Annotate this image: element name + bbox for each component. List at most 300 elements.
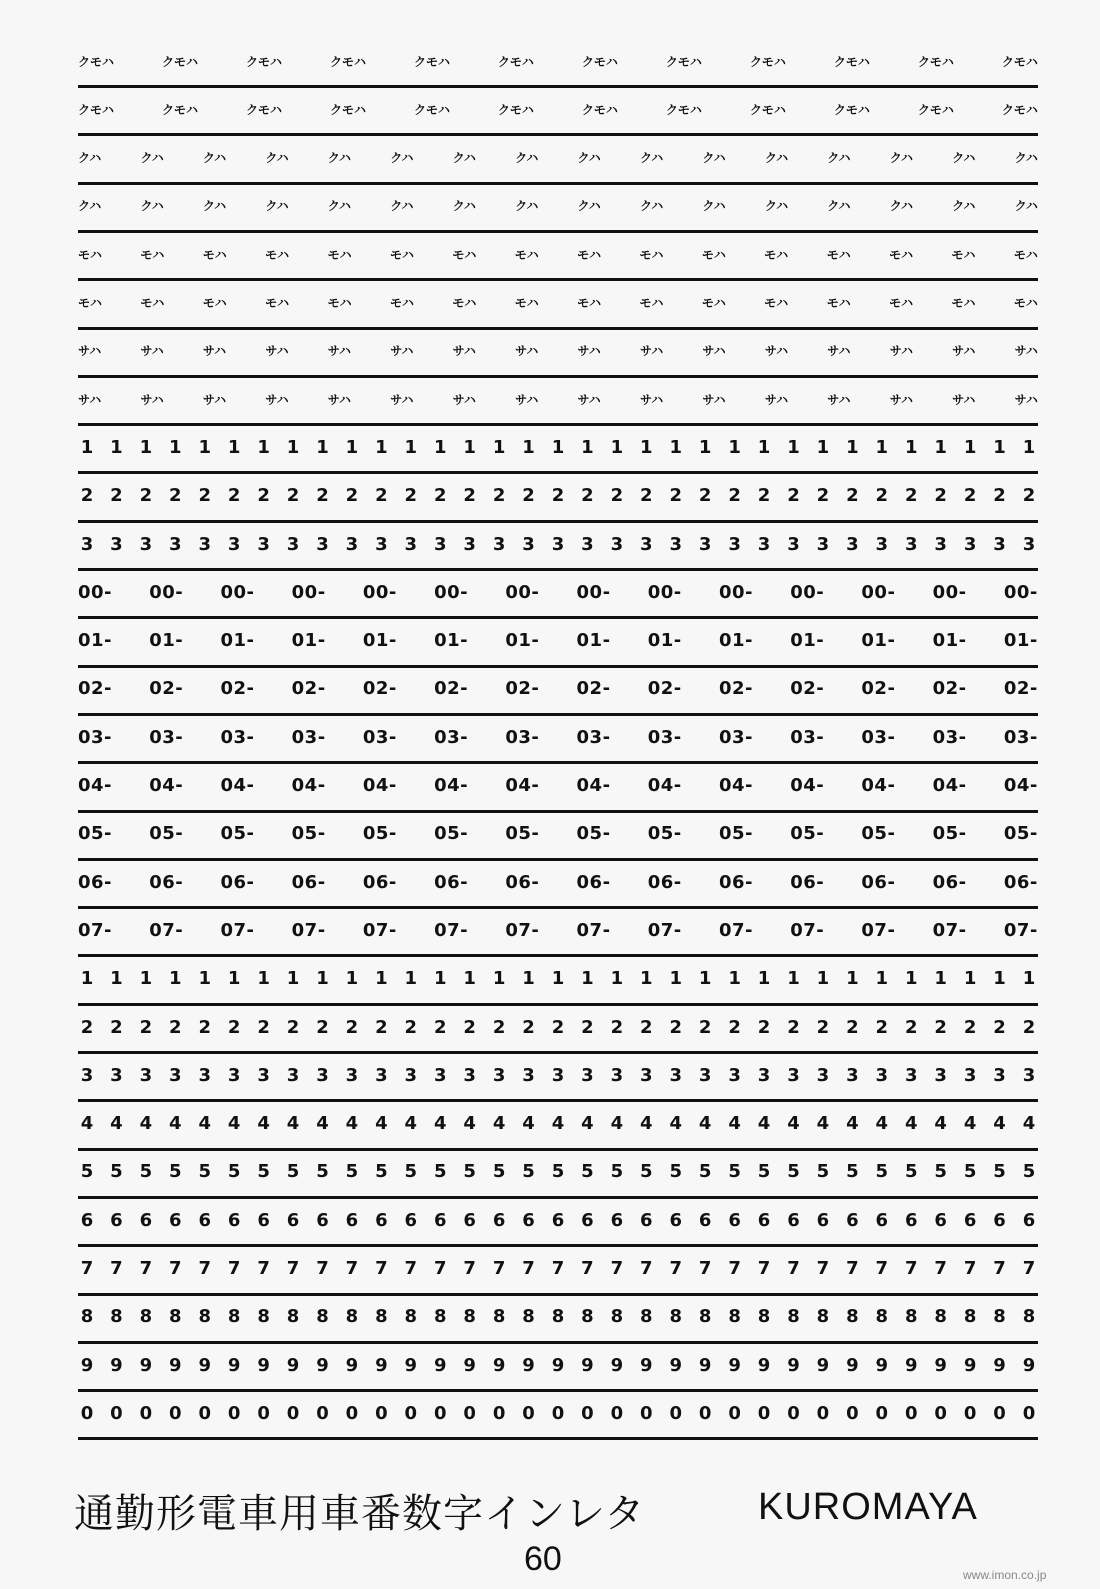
decal-glyph: 0 <box>816 1402 830 1424</box>
decal-glyph: 1 <box>669 436 683 458</box>
decal-glyph: 2 <box>80 485 94 507</box>
watermark: www.imon.co.jp <box>963 1568 1047 1582</box>
decal-glyph: 9 <box>963 1354 977 1376</box>
decal-glyph: 3 <box>787 1064 800 1086</box>
decal-glyph: クハ <box>764 151 789 166</box>
decal-glyph: 6 <box>492 1209 506 1231</box>
decal-glyph: 9 <box>816 1354 830 1376</box>
decal-glyph: 2 <box>669 1016 683 1038</box>
decal-glyph: 8 <box>227 1306 241 1328</box>
decal-glyph: 2 <box>963 485 977 507</box>
decal-glyph: 1 <box>610 436 624 458</box>
decal-glyph: 3 <box>816 1064 830 1086</box>
decal-glyph: サハ <box>327 392 352 407</box>
decal-glyph: 07- <box>932 919 967 941</box>
decal-glyph: モハ <box>78 296 103 310</box>
decal-glyph: 5 <box>169 1161 182 1183</box>
decal-glyph: 1 <box>993 968 1006 990</box>
decal-glyph: クモハ <box>581 54 618 69</box>
decal-row <box>78 958 1038 1006</box>
decal-glyph: 6 <box>139 1209 153 1231</box>
decal-glyph: 1 <box>257 968 270 990</box>
decal-glyph: 0 <box>286 1402 300 1424</box>
decal-glyph: 01- <box>1003 630 1038 652</box>
decal-glyph: 05- <box>505 823 540 845</box>
decal-glyph: 04- <box>1003 775 1038 796</box>
decal-glyph: 04- <box>291 775 326 796</box>
decal-glyph: 8 <box>345 1306 359 1328</box>
decal-glyph: 2 <box>492 485 506 507</box>
decal-glyph: 2 <box>581 1016 594 1038</box>
decal-glyph: 00- <box>291 581 326 603</box>
decal-glyph: モハ <box>701 247 726 262</box>
decal-glyph: 06- <box>790 871 825 893</box>
decal-glyph: 5 <box>404 1161 418 1183</box>
decal-glyph: クモハ <box>161 102 198 117</box>
decal-glyph: 7 <box>80 1258 94 1279</box>
decal-glyph: 2 <box>581 485 594 507</box>
decal-glyph: 7 <box>257 1258 270 1279</box>
decal-glyph: 02- <box>362 678 397 700</box>
decal-glyph: 3 <box>139 533 153 555</box>
decal-glyph: クハ <box>952 199 976 214</box>
decal-glyph: 07- <box>647 919 682 941</box>
decal-glyph: 4 <box>757 1113 771 1135</box>
decal-glyph: 00- <box>576 581 611 603</box>
decal-glyph: 8 <box>433 1306 447 1328</box>
decal-glyph: 07- <box>790 919 825 941</box>
decal-glyph: 04- <box>362 775 397 796</box>
decal-glyph: 4 <box>522 1113 535 1135</box>
decal-glyph: クモハ <box>413 102 450 117</box>
decal-glyph: 2 <box>728 1016 741 1038</box>
decal-glyph: 01- <box>434 630 469 652</box>
decal-glyph: 5 <box>640 1161 653 1183</box>
decal-glyph: サハ <box>140 392 164 407</box>
decal-glyph: 02- <box>576 678 611 700</box>
decal-glyph: 4 <box>375 1113 388 1135</box>
decal-glyph: 1 <box>139 436 153 458</box>
decal-glyph: 3 <box>522 1064 535 1086</box>
decal-glyph: 3 <box>169 533 182 555</box>
decal-glyph: 1 <box>492 968 506 990</box>
decal-glyph: 1 <box>993 436 1006 458</box>
decal-glyph: 06- <box>576 871 611 893</box>
decal-glyph: 6 <box>669 1209 683 1231</box>
decal-glyph: 8 <box>581 1306 594 1328</box>
decal-glyph: 9 <box>875 1354 889 1376</box>
decal-glyph: 0 <box>698 1402 712 1424</box>
decal-glyph: 5 <box>993 1161 1006 1183</box>
decal-glyph: 1 <box>963 968 977 990</box>
decal-glyph: 05- <box>291 823 326 845</box>
decal-glyph: 5 <box>80 1161 94 1183</box>
decal-glyph: 3 <box>463 533 476 555</box>
decal-glyph: クモハ <box>749 102 786 117</box>
decal-row <box>78 861 1038 909</box>
decal-glyph: 2 <box>787 485 800 507</box>
decal-glyph: 01- <box>149 630 184 652</box>
decal-glyph: 07- <box>149 919 184 941</box>
decal-glyph: 3 <box>610 533 624 555</box>
decal-glyph: 3 <box>904 533 918 555</box>
decal-glyph: 1 <box>1022 436 1036 458</box>
decal-row <box>78 1103 1038 1151</box>
decal-glyph: クモハ <box>665 54 702 69</box>
decal-glyph: 0 <box>316 1402 329 1424</box>
decal-glyph: 02- <box>790 678 825 700</box>
decal-glyph: 8 <box>375 1306 388 1328</box>
decal-glyph: クハ <box>639 199 664 214</box>
decal-glyph: 0 <box>198 1402 212 1424</box>
decal-glyph: 2 <box>198 485 212 507</box>
decal-glyph: 01- <box>362 630 397 652</box>
decal-glyph: 4 <box>433 1113 447 1135</box>
decal-glyph: 9 <box>610 1354 624 1376</box>
decal-glyph: クハ <box>327 199 352 214</box>
decal-glyph: 2 <box>375 1016 388 1038</box>
decal-glyph: 9 <box>1022 1354 1036 1376</box>
decal-glyph: 1 <box>698 968 712 990</box>
decal-glyph: 1 <box>934 436 947 458</box>
decal-glyph: 03- <box>647 726 682 748</box>
decal-glyph: 8 <box>728 1306 741 1328</box>
decal-glyph: 00- <box>434 581 469 603</box>
decal-glyph: 7 <box>963 1258 977 1279</box>
decal-glyph: 4 <box>846 1113 859 1135</box>
decal-glyph: 3 <box>934 1064 947 1086</box>
decal-glyph: クハ <box>639 151 664 166</box>
decal-glyph: 1 <box>728 968 741 990</box>
decal-glyph: 4 <box>80 1113 94 1135</box>
decal-glyph: 0 <box>610 1402 624 1424</box>
decal-glyph: クモハ <box>245 54 282 69</box>
decal-glyph: モハ <box>202 247 227 262</box>
decal-glyph: クハ <box>140 199 164 214</box>
decal-glyph: クハ <box>1014 151 1038 166</box>
decal-glyph: 03- <box>505 726 540 748</box>
decal-glyph: 7 <box>110 1258 123 1279</box>
decal-glyph: 0 <box>345 1402 359 1424</box>
decal-glyph: クハ <box>452 151 476 166</box>
decal-glyph: 5 <box>110 1161 123 1183</box>
decal-glyph: 4 <box>875 1113 889 1135</box>
decal-glyph: 3 <box>1022 1064 1036 1086</box>
decal-glyph: 1 <box>904 968 918 990</box>
decal-glyph: 3 <box>610 1064 624 1086</box>
decal-glyph: 7 <box>316 1258 329 1279</box>
decal-glyph: クモハ <box>413 54 450 69</box>
decal-glyph: 2 <box>904 485 918 507</box>
decal-glyph: 4 <box>463 1113 476 1135</box>
decal-glyph: 3 <box>492 1064 506 1086</box>
decal-glyph: 1 <box>669 968 683 990</box>
decal-glyph: 7 <box>934 1258 947 1279</box>
decal-glyph: 5 <box>375 1161 388 1183</box>
decal-glyph: 6 <box>610 1209 624 1231</box>
decal-glyph: 2 <box>757 485 771 507</box>
decal-glyph: クモハ <box>78 54 115 69</box>
decal-glyph: 3 <box>375 1064 388 1086</box>
decal-glyph: クハ <box>202 199 227 214</box>
decal-glyph: 6 <box>286 1209 300 1231</box>
decal-glyph: 6 <box>345 1209 359 1231</box>
decal-glyph: 7 <box>757 1258 771 1279</box>
decal-glyph: 04- <box>78 775 113 796</box>
decal-glyph: クハ <box>265 199 289 214</box>
decal-glyph: 0 <box>846 1402 859 1424</box>
decal-glyph: 8 <box>816 1306 830 1328</box>
decal-glyph: 7 <box>404 1258 418 1279</box>
decal-glyph: 8 <box>551 1306 565 1328</box>
decal-glyph: 1 <box>875 436 889 458</box>
decal-glyph: クハ <box>827 199 851 214</box>
decal-glyph: 7 <box>522 1258 535 1279</box>
decal-glyph: 2 <box>816 485 830 507</box>
decal-glyph: 6 <box>522 1209 535 1231</box>
decal-glyph: 7 <box>433 1258 447 1279</box>
decal-glyph: 6 <box>728 1209 741 1231</box>
decal-glyph: 3 <box>80 533 94 555</box>
decal-glyph: 3 <box>757 1064 771 1086</box>
decal-glyph: 4 <box>904 1113 918 1135</box>
decal-glyph: 3 <box>551 1064 565 1086</box>
decal-glyph: 04- <box>220 775 255 796</box>
decal-glyph: 9 <box>227 1354 241 1376</box>
decal-glyph: 1 <box>80 436 94 458</box>
decal-glyph: 06- <box>362 871 397 893</box>
decal-glyph: 3 <box>375 533 388 555</box>
decal-glyph: 3 <box>198 1064 212 1086</box>
decal-glyph: クハ <box>889 151 913 166</box>
decal-glyph: 4 <box>286 1113 300 1135</box>
decal-glyph: 5 <box>522 1161 535 1183</box>
decal-glyph: 8 <box>904 1306 918 1328</box>
decal-glyph: 6 <box>169 1209 182 1231</box>
decal-glyph: 1 <box>640 968 653 990</box>
decal-glyph: 6 <box>198 1209 212 1231</box>
decal-glyph: 05- <box>220 823 255 845</box>
decal-glyph: 4 <box>404 1113 418 1135</box>
decal-glyph: 9 <box>257 1354 270 1376</box>
decal-glyph: 1 <box>492 436 506 458</box>
decal-glyph: サハ <box>327 344 352 359</box>
decal-glyph: 8 <box>257 1306 270 1328</box>
decal-glyph: 6 <box>993 1209 1006 1231</box>
decal-glyph: 04- <box>149 775 184 796</box>
decal-glyph: 04- <box>861 775 896 796</box>
decal-glyph: 9 <box>139 1354 153 1376</box>
decal-glyph: 5 <box>698 1161 712 1183</box>
decal-glyph: サハ <box>952 392 976 407</box>
sheet-title: 通勤形電車用車番数字インレタ <box>74 1491 646 1537</box>
decal-glyph: 5 <box>1022 1161 1036 1183</box>
decal-glyph: 0 <box>227 1402 241 1424</box>
brand-name: KUROMAYA <box>758 1486 978 1528</box>
decal-glyph: 03- <box>220 726 255 748</box>
decal-glyph: モハ <box>140 247 165 262</box>
decal-glyph: 5 <box>728 1161 741 1183</box>
decal-glyph: モハ <box>701 296 726 310</box>
decal-glyph: 2 <box>345 1016 359 1038</box>
decal-glyph: 3 <box>728 533 741 555</box>
decal-glyph: 1 <box>286 968 300 990</box>
decal-glyph: 9 <box>904 1354 918 1376</box>
decal-glyph: 02- <box>220 678 255 700</box>
decal-row <box>78 765 1038 813</box>
decal-glyph: 7 <box>169 1258 182 1279</box>
decal-glyph: 06- <box>861 871 896 893</box>
decal-glyph: 9 <box>404 1354 418 1376</box>
decal-glyph: 2 <box>463 485 476 507</box>
decal-row <box>78 1344 1038 1392</box>
decal-glyph: 07- <box>434 919 469 941</box>
decal-glyph: 1 <box>581 968 594 990</box>
decal-glyph: 1 <box>1022 968 1036 990</box>
decal-glyph: 1 <box>198 968 212 990</box>
decal-glyph: 8 <box>198 1306 212 1328</box>
decal-glyph: 2 <box>110 485 123 507</box>
decal-glyph: 07- <box>362 919 397 941</box>
decal-row <box>78 137 1038 185</box>
decal-glyph: 1 <box>728 436 741 458</box>
decal-glyph: 8 <box>492 1306 506 1328</box>
decal-glyph: 6 <box>698 1209 712 1231</box>
decal-glyph: 6 <box>816 1209 830 1231</box>
decal-glyph: 06- <box>647 871 682 893</box>
decal-glyph: 1 <box>522 968 535 990</box>
decal-glyph: 03- <box>362 726 397 748</box>
decal-glyph: 5 <box>934 1161 947 1183</box>
decal-glyph: 06- <box>932 871 967 893</box>
decal-glyph: 0 <box>993 1402 1006 1424</box>
decal-glyph: 4 <box>787 1113 800 1135</box>
decal-glyph: 05- <box>861 823 896 845</box>
decal-glyph: 7 <box>345 1258 359 1279</box>
decal-glyph: 0 <box>1022 1402 1036 1424</box>
decal-glyph: 4 <box>110 1113 123 1135</box>
decal-glyph: 02- <box>647 678 682 700</box>
decal-row <box>78 282 1038 330</box>
decal-glyph: 8 <box>669 1306 683 1328</box>
decal-glyph: 2 <box>198 1016 212 1038</box>
decal-row <box>78 1296 1038 1344</box>
decal-glyph: 0 <box>728 1402 741 1424</box>
decal-glyph: 2 <box>433 1016 447 1038</box>
decal-glyph: 8 <box>698 1306 712 1328</box>
decal-glyph: 3 <box>581 1064 594 1086</box>
decal-glyph: 2 <box>846 1016 859 1038</box>
decal-glyph: 2 <box>728 485 741 507</box>
decal-glyph: 2 <box>934 1016 947 1038</box>
decal-glyph: サハ <box>889 344 913 359</box>
decal-glyph: 9 <box>316 1354 329 1376</box>
decal-glyph: 6 <box>934 1209 947 1231</box>
decal-glyph: モハ <box>327 247 352 262</box>
decal-glyph: サハ <box>202 344 227 359</box>
decal-glyph: 4 <box>316 1113 329 1135</box>
decal-glyph: 7 <box>904 1258 918 1279</box>
decal-glyph: 1 <box>433 968 447 990</box>
decal-glyph: 8 <box>1022 1306 1036 1328</box>
decal-glyph: 1 <box>139 968 153 990</box>
decal-row <box>78 426 1038 474</box>
decal-glyph: 1 <box>963 436 977 458</box>
decal-glyph: 1 <box>286 436 300 458</box>
decal-glyph: 2 <box>875 485 889 507</box>
decal-glyph: 2 <box>698 1016 712 1038</box>
decal-row <box>78 40 1038 88</box>
decal-glyph: クモハ <box>917 102 954 117</box>
decal-glyph: 5 <box>904 1161 918 1183</box>
decal-row <box>78 909 1038 957</box>
decal-glyph: 3 <box>640 1064 653 1086</box>
decal-glyph: サハ <box>515 344 539 359</box>
decal-glyph: 3 <box>433 533 447 555</box>
decal-glyph: クハ <box>202 151 227 166</box>
decal-glyph: 4 <box>581 1113 594 1135</box>
decal-glyph: 4 <box>934 1113 947 1135</box>
decal-glyph: 01- <box>78 630 113 652</box>
decal-glyph: 6 <box>640 1209 653 1231</box>
decal-glyph: 3 <box>698 533 712 555</box>
decal-glyph: 3 <box>522 533 535 555</box>
decal-glyph: 5 <box>492 1161 506 1183</box>
decal-glyph: 1 <box>345 968 359 990</box>
decal-glyph: 6 <box>433 1209 447 1231</box>
decal-glyph: 00- <box>790 581 825 603</box>
decal-glyph: モハ <box>826 296 851 310</box>
decal-glyph: 01- <box>291 630 326 652</box>
decal-glyph: 3 <box>286 1064 300 1086</box>
decal-glyph: 2 <box>257 1016 270 1038</box>
decal-glyph: 01- <box>220 630 255 652</box>
decal-glyph: クモハ <box>1001 102 1038 117</box>
decal-glyph: 3 <box>227 533 241 555</box>
decal-glyph: 8 <box>316 1306 329 1328</box>
decal-glyph: サハ <box>764 392 789 407</box>
decal-glyph: 1 <box>463 968 476 990</box>
decal-glyph: 4 <box>227 1113 241 1135</box>
decal-glyph: サハ <box>577 392 601 407</box>
decal-glyph: 9 <box>934 1354 947 1376</box>
decal-glyph: 1 <box>757 436 771 458</box>
decal-glyph: 2 <box>227 1016 241 1038</box>
decal-glyph: 6 <box>110 1209 123 1231</box>
decal-glyph: 06- <box>149 871 184 893</box>
decal-glyph: 3 <box>551 533 565 555</box>
decal-glyph: 4 <box>551 1113 565 1135</box>
decal-glyph: 0 <box>522 1402 535 1424</box>
decal-glyph: 05- <box>932 823 967 845</box>
decal-glyph: 3 <box>581 533 594 555</box>
decal-glyph: 2 <box>640 485 653 507</box>
decal-glyph: 04- <box>932 775 967 796</box>
decal-glyph: 2 <box>1022 1016 1036 1038</box>
decal-glyph: モハ <box>764 296 789 310</box>
decal-glyph: 06- <box>434 871 469 893</box>
decal-glyph: クハ <box>452 199 476 214</box>
decal-glyph: 1 <box>522 436 535 458</box>
decal-glyph: 2 <box>551 1016 565 1038</box>
decal-glyph: 3 <box>698 1064 712 1086</box>
decal-glyph: 0 <box>463 1402 476 1424</box>
decal-glyph: 7 <box>198 1258 212 1279</box>
decal-glyph: 0 <box>551 1402 565 1424</box>
decal-glyph: モハ <box>327 296 352 310</box>
decal-glyph: 5 <box>816 1161 830 1183</box>
decal-row <box>78 1248 1038 1296</box>
